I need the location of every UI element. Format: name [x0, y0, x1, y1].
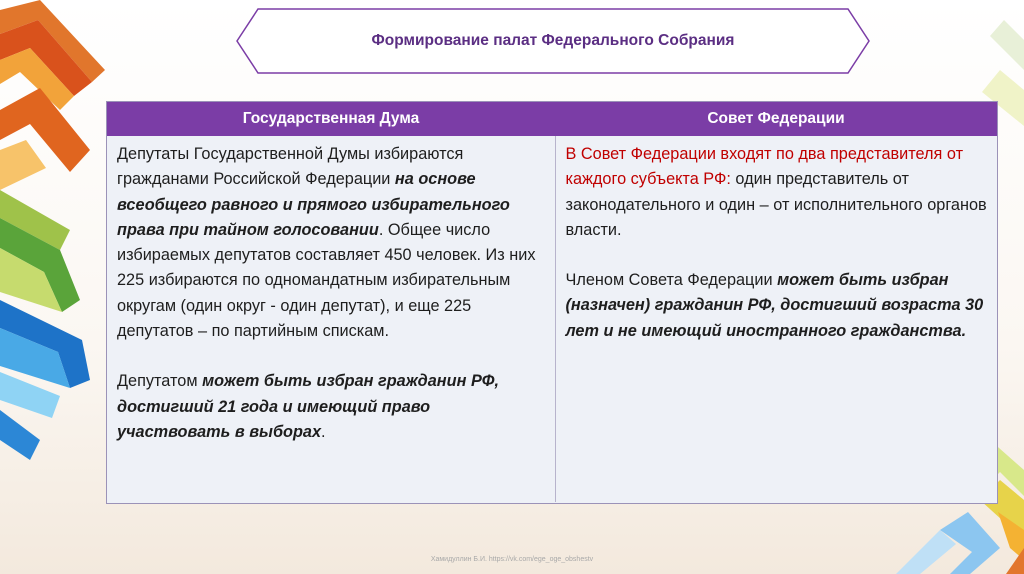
duma-p1-emphasis: на основе всеобщего равного и прямого избирательного права при тайном голосовании [117, 170, 510, 239]
council-p1-highlight: В Совет Федерации входят по два представителя от каждого субъекта РФ: [565, 145, 964, 189]
cell-state-duma [107, 136, 556, 502]
slide-title: Формирование палат Федерального Собрания [371, 32, 735, 49]
comparison-table [106, 101, 998, 504]
duma-paragraph-1 [117, 142, 545, 344]
footer-credit: Хамидуллин Б.И. https://vk.com/ege_oge_obshestv [430, 556, 594, 563]
cell-federation-council [556, 136, 998, 502]
header-state-duma: Государственная Дума [242, 110, 420, 127]
duma-p2-emphasis: может быть избран гражданин РФ, достигший 21 года и имеющий право участвовать в выборах [117, 372, 500, 441]
council-paragraph-1 [566, 142, 988, 243]
duma-p1-text: Депутаты Государственной Думы избираются гражданами Российской Федерации [117, 145, 464, 189]
duma-paragraph-2 [117, 369, 545, 445]
council-paragraph-2 [566, 268, 988, 344]
duma-p1-text-rest: . Общее число избираемых депутатов составляет 450 человек. Из них 225 избираются по одномандатным избирательным округам (один округ - один депутат), и еще 225 депутатов – по партийным спискам. [117, 220, 536, 341]
slide-title-banner [236, 8, 870, 74]
header-federation-council: Совет Федерации [707, 110, 845, 127]
duma-p2-text-rest: . [321, 422, 326, 441]
council-p2-emphasis: может быть избран (назначен) гражданин РФ, достигший возраста 30 лет и не имеющий иностранного гражданства. [565, 271, 984, 340]
table-body-row [107, 136, 997, 502]
council-p1-text: один представитель от законодательного и один – от исполнительного органов власти. [565, 170, 987, 239]
table-header-row [107, 102, 997, 136]
duma-p2-text: Депутатом [117, 372, 203, 391]
council-p2-text: Членом Совета Федерации [565, 271, 778, 290]
